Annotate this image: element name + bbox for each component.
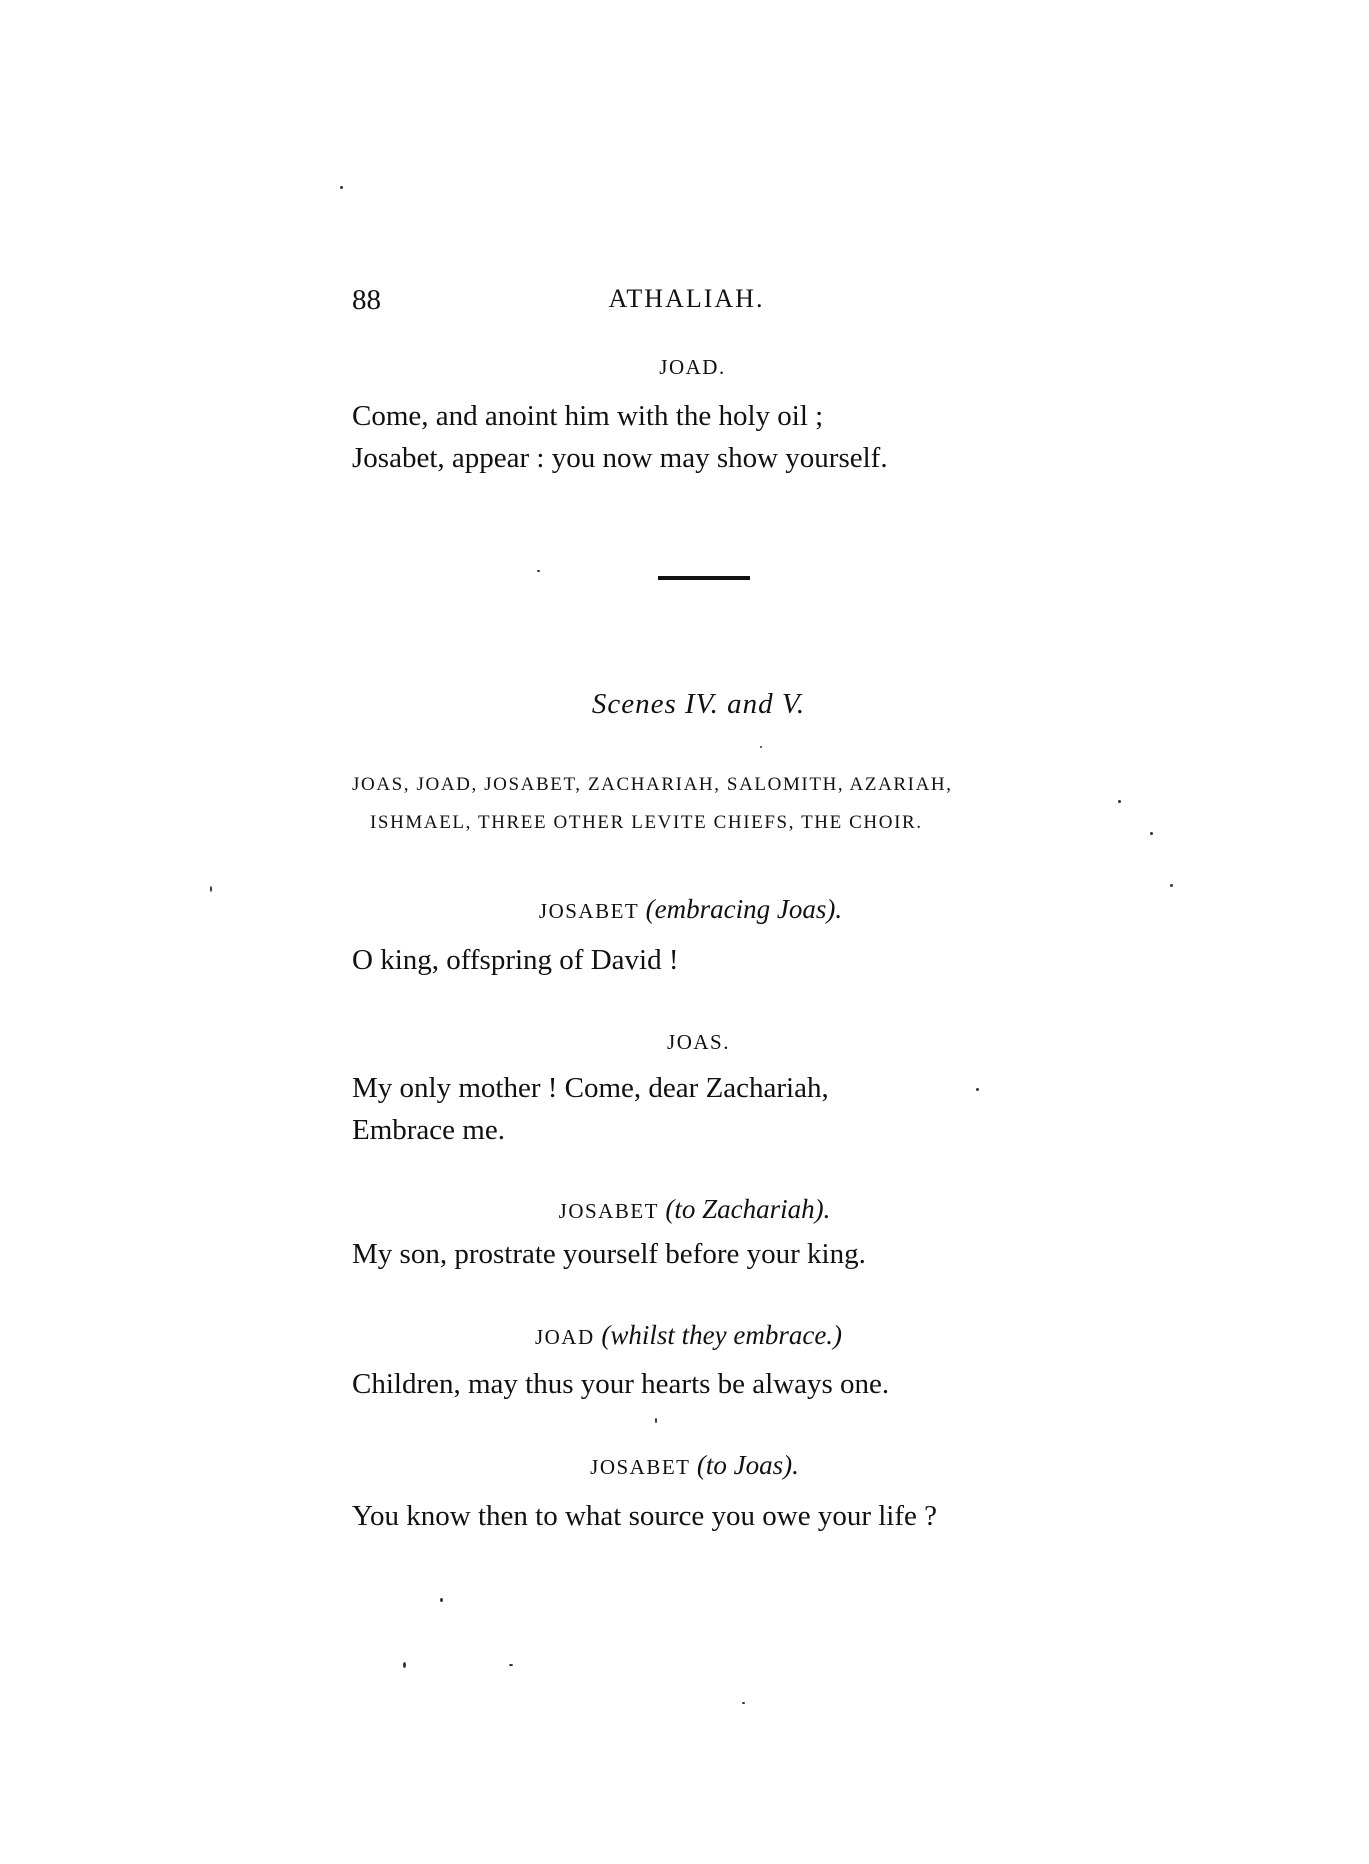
scan-speck (440, 1598, 443, 1602)
speaker-heading (0, 894, 1369, 925)
verse-line: My son, prostrate yourself before your king. (352, 1238, 866, 1270)
running-title: ATHALIAH. (608, 284, 765, 313)
stage-direction: (embracing Joas). (645, 894, 843, 924)
scan-speck (509, 1664, 513, 1666)
stage-direction: (whilst they embrace.) (601, 1320, 843, 1350)
verse-line: Embrace me. (352, 1114, 505, 1146)
scan-speck (403, 1662, 406, 1668)
verse-line: Come, and anoint him with the holy oil ; (352, 400, 824, 432)
scan-speck (340, 186, 343, 189)
speaker-joad: JOAD. (659, 355, 726, 379)
scan-speck (1170, 884, 1173, 887)
verse-line: Josabet, appear : you now may show yourself. (352, 442, 888, 474)
scan-speck (1118, 800, 1121, 803)
cast-list-line-2: ISHMAEL, THREE OTHER LEVITE CHIEFS, THE CHOIR. (370, 812, 923, 833)
scan-speck (976, 1088, 979, 1091)
speaker-joas: JOAS. (667, 1030, 730, 1054)
verse-line: My only mother ! Come, dear Zachariah, (352, 1072, 829, 1104)
verse-line: You know then to what source you owe your life ? (352, 1500, 938, 1532)
section-divider (658, 576, 750, 580)
scan-speck (742, 1702, 745, 1704)
page-number: 88 (352, 284, 381, 316)
scan-speck (655, 1418, 657, 1423)
scan-speck (537, 570, 540, 572)
speaker-heading (0, 1320, 1369, 1351)
speaker-name: JOAD (534, 1325, 595, 1349)
verse-line: Children, may thus your hearts be always one. (352, 1368, 890, 1400)
cast-list-line-1: JOAS, JOAD, JOSABET, ZACHARIAH, SALOMITH, AZARIAH, (352, 774, 953, 795)
scan-speck (1150, 832, 1153, 835)
stage-direction: (to Zachariah). (665, 1194, 831, 1224)
scene-heading: Scenes IV. and V. (591, 688, 806, 720)
speaker-name: JOSABET (558, 1199, 659, 1223)
speaker-heading (0, 1450, 1369, 1481)
scan-speck (760, 746, 762, 748)
speaker-heading (0, 1194, 1369, 1225)
verse-line: O king, offspring of David ! (352, 944, 679, 976)
stage-direction: (to Joas). (696, 1450, 799, 1480)
scan-speck (210, 886, 212, 892)
speaker-name: JOSABET (590, 1455, 691, 1479)
speaker-name: JOSABET (538, 899, 639, 923)
